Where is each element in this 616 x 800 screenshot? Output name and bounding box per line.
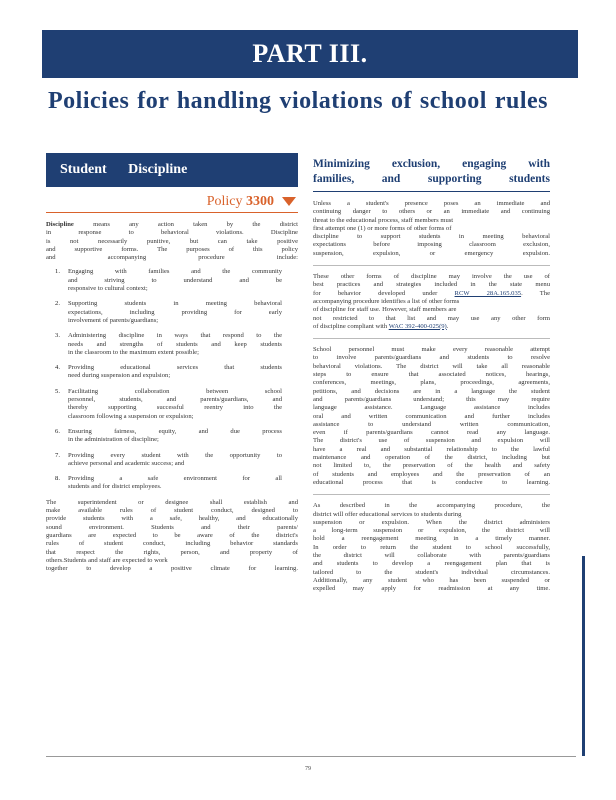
closing-line: make available rules of student conduct, designed to	[46, 507, 298, 515]
text-line: Engaging with families and the community	[68, 268, 282, 276]
rcw-link[interactable]: RCW 28A.165.035	[454, 289, 522, 297]
text-line: not limited to, the preservation of the health and safety	[313, 462, 550, 470]
closing-line: together to develop a positive climate for learning.	[46, 565, 298, 573]
text-line: suspension, expulsion, or emergency expulsion.	[313, 249, 550, 257]
list-item-number: 1.	[55, 268, 60, 276]
text-line: Facilitating collaboration between school	[68, 387, 282, 395]
text-line: educational process that is conducive to learning.	[313, 478, 550, 486]
text-line: thereby supporting successful reentry into the	[68, 404, 282, 412]
text-line: and striving to understand and be	[68, 276, 282, 284]
closing-line: that respect the rights, person, and property of	[46, 548, 298, 556]
text-line: personnel, students, and parents/guardians, and	[68, 396, 282, 404]
text-line: Supporting students in meeting behavioral	[68, 300, 282, 308]
list-item	[46, 475, 298, 492]
text-line: assistance to understand written communication,	[313, 420, 550, 428]
list-item	[46, 388, 298, 421]
text-line: of discipline for staff use. However, staff members are	[313, 306, 457, 314]
text-line: a long-term suspension or expulsion, the district will	[313, 527, 550, 535]
text-line: classroom following a suspension or expulsion;	[68, 412, 194, 420]
section-title-line: families, and supporting students	[313, 173, 550, 185]
paragraph-as-described	[313, 502, 550, 593]
text-line: Additionally, any student who has been suspended or	[313, 576, 550, 584]
text-line: first attempt one (1) or more forms of other forms of	[313, 224, 452, 232]
text-line: conferences, meetings, plans, proceedings, agreements,	[313, 379, 550, 387]
divider	[313, 338, 550, 339]
text-line: even if parents/guardians cannot read any language.	[313, 429, 550, 437]
text-line: behavioral violations. The district will take all reasonable	[313, 362, 550, 370]
list-item-text	[68, 388, 298, 421]
list-item-number: 8.	[55, 475, 60, 483]
list-item	[46, 452, 298, 469]
text-line: language assistance. Language assistance includes	[313, 404, 550, 412]
section-title-student-discipline: Student Discipline	[46, 153, 298, 187]
policy-label	[207, 194, 274, 210]
text-line: threat to the educational process, staff members must	[313, 216, 454, 224]
text-line: in the administration of discipline;	[68, 436, 159, 444]
intro-line: and supportive forms. The purposes of this policy	[46, 245, 298, 253]
text-line: Providing every student with the opportunity to	[68, 451, 282, 459]
divider	[313, 494, 550, 495]
text-line: steps to ensure that associated notices, hearings,	[313, 371, 550, 379]
page-number: 79	[305, 766, 311, 772]
text-line: expelled may apply for readmission at any time.	[313, 585, 550, 593]
text-line: of discipline compliant with WAC 392-400-025(9).	[313, 322, 449, 330]
text-line: tailored to the student's individual circumstances.	[313, 568, 550, 576]
intro-line: Discipline means any action taken by the district	[46, 221, 299, 228]
list-item-number: 3.	[55, 332, 60, 340]
text-line: School personnel must make every reasonable attempt	[313, 346, 550, 354]
text-line: needs and strengths of students and keep students	[68, 340, 282, 348]
purposes-list	[46, 268, 298, 491]
text-line: suspension or expulsion. When the district administers	[313, 518, 550, 526]
closing-paragraph	[46, 499, 298, 574]
text-line: to involve parents/guardians and students to resolve	[313, 354, 550, 362]
left-column	[46, 153, 298, 573]
triangle-down-icon	[282, 197, 296, 206]
intro-line: and accompanying procedure include:	[46, 254, 298, 262]
closing-line: sound environment. Students and their parents/	[46, 523, 298, 531]
text-line: accompanying procedure identifies a list of other forms	[313, 297, 460, 305]
list-item-text	[68, 364, 298, 381]
list-item-text	[68, 300, 298, 325]
text-line: Unless a student's presence poses an immediate and	[313, 200, 550, 207]
text-line: expectations before imposing classroom exclusion,	[313, 241, 550, 249]
text-line: have a real and substantial relationship to the lawful	[313, 445, 550, 453]
text-line: for behavior developed under RCW 28A.165.035. The	[313, 289, 551, 297]
text-line: and parents/guardians understand; this may require	[313, 395, 550, 403]
page-title: Policies for handling violations of school rules	[48, 88, 548, 114]
text-line: not restricted to that list and may use any other form	[313, 314, 550, 322]
closing-line: The superintendent or designee shall establish and	[46, 498, 298, 506]
closing-line: provide students with a safe, healthy, and educationally	[46, 515, 298, 523]
text-line: As described in the accompanying procedure, the	[313, 502, 550, 510]
text-line: students and for district employees.	[68, 483, 162, 491]
text-line: district will offer educational services to students during	[313, 510, 462, 518]
text-line: Providing a safe environment for all	[68, 475, 282, 483]
divider	[313, 265, 550, 266]
paragraph-unless	[313, 200, 550, 258]
list-item	[46, 364, 298, 381]
list-item	[46, 428, 298, 445]
text-line: oral and written communication and further includes	[313, 412, 550, 420]
text-line: involvement of parents/guardians;	[68, 316, 159, 324]
list-item-text	[68, 332, 298, 357]
policy-number: 3300	[246, 193, 274, 209]
paragraph-school-personnel	[313, 346, 550, 487]
list-item	[46, 300, 298, 325]
footer-divider	[46, 756, 576, 757]
text-line: continuing danger to others or an immediate and continuing	[313, 208, 550, 216]
list-item-text	[68, 475, 298, 492]
text-line: expectations, including providing for early	[68, 308, 282, 316]
text-line: Administering discipline in ways that respond to the	[68, 332, 282, 340]
text-line: need during suspension and expulsion;	[68, 372, 171, 380]
closing-line: guardians are expected to be aware of the district's	[46, 531, 298, 539]
text-line: discipline to support students in meeting behavioral	[313, 233, 550, 241]
text-line: The district's use of suspension and expulsion will	[313, 437, 550, 445]
text-line: petitions, and decisions are in a language the student	[313, 387, 550, 395]
list-item-number: 4.	[55, 364, 60, 372]
text-line: achieve personal and academic success; and	[68, 459, 185, 467]
list-item	[46, 268, 298, 293]
text-line: the district will collaborate with parents/guardians	[313, 551, 550, 559]
section-title-line: Minimizing exclusion, engaging with	[313, 158, 550, 170]
list-item-text	[68, 452, 298, 469]
list-item-number: 5.	[55, 387, 60, 395]
wac-link[interactable]: WAC 392-400-025(9)	[388, 322, 447, 330]
text-line: In order to return the student to school successfully,	[313, 543, 550, 551]
intro-lead: Discipline	[46, 221, 74, 228]
intro-line: in response to behavioral violations. Discipline	[46, 229, 298, 237]
text-line: Providing educational services that students	[68, 364, 282, 372]
list-item-number: 7.	[55, 451, 60, 459]
paragraph-other-forms	[313, 273, 550, 331]
list-item-number: 6.	[55, 427, 60, 435]
text-line: and students to develop a reengagement plan that is	[313, 560, 550, 568]
list-item-number: 2.	[55, 300, 60, 308]
right-column	[313, 153, 550, 593]
list-item-text	[68, 268, 298, 293]
list-item-text	[68, 428, 298, 445]
text-line: maintenance and operation of the district, including but	[313, 454, 550, 462]
policy-word: Policy	[206, 193, 243, 209]
section-title-minimizing-exclusion	[313, 157, 550, 192]
text-line: best practices and strategies included in the state menu	[313, 281, 550, 289]
text-line: These other forms of discipline may involve the use of	[313, 273, 550, 281]
list-item	[46, 332, 298, 357]
closing-line: rules of student conduct, including behavior standards	[46, 540, 298, 548]
text-line: responsive to cultural context;	[68, 285, 148, 293]
policy-reference	[46, 191, 298, 213]
text-line: hold a reengagement meeting in a timely manner.	[313, 535, 550, 543]
text-line: Ensuring fairness, equity, and due process	[68, 427, 282, 435]
part-banner: PART III.	[42, 30, 578, 78]
intro-paragraph	[46, 221, 298, 262]
text-line: in the classroom to the maximum extent possible;	[68, 348, 199, 356]
intro-line: is not necessarily punitive, but can take positive	[46, 237, 298, 245]
text-line: of students and employees and the preservation of an	[313, 470, 550, 478]
side-accent-bar	[582, 556, 585, 756]
closing-line: others.Students and staff are expected to work	[46, 556, 168, 564]
